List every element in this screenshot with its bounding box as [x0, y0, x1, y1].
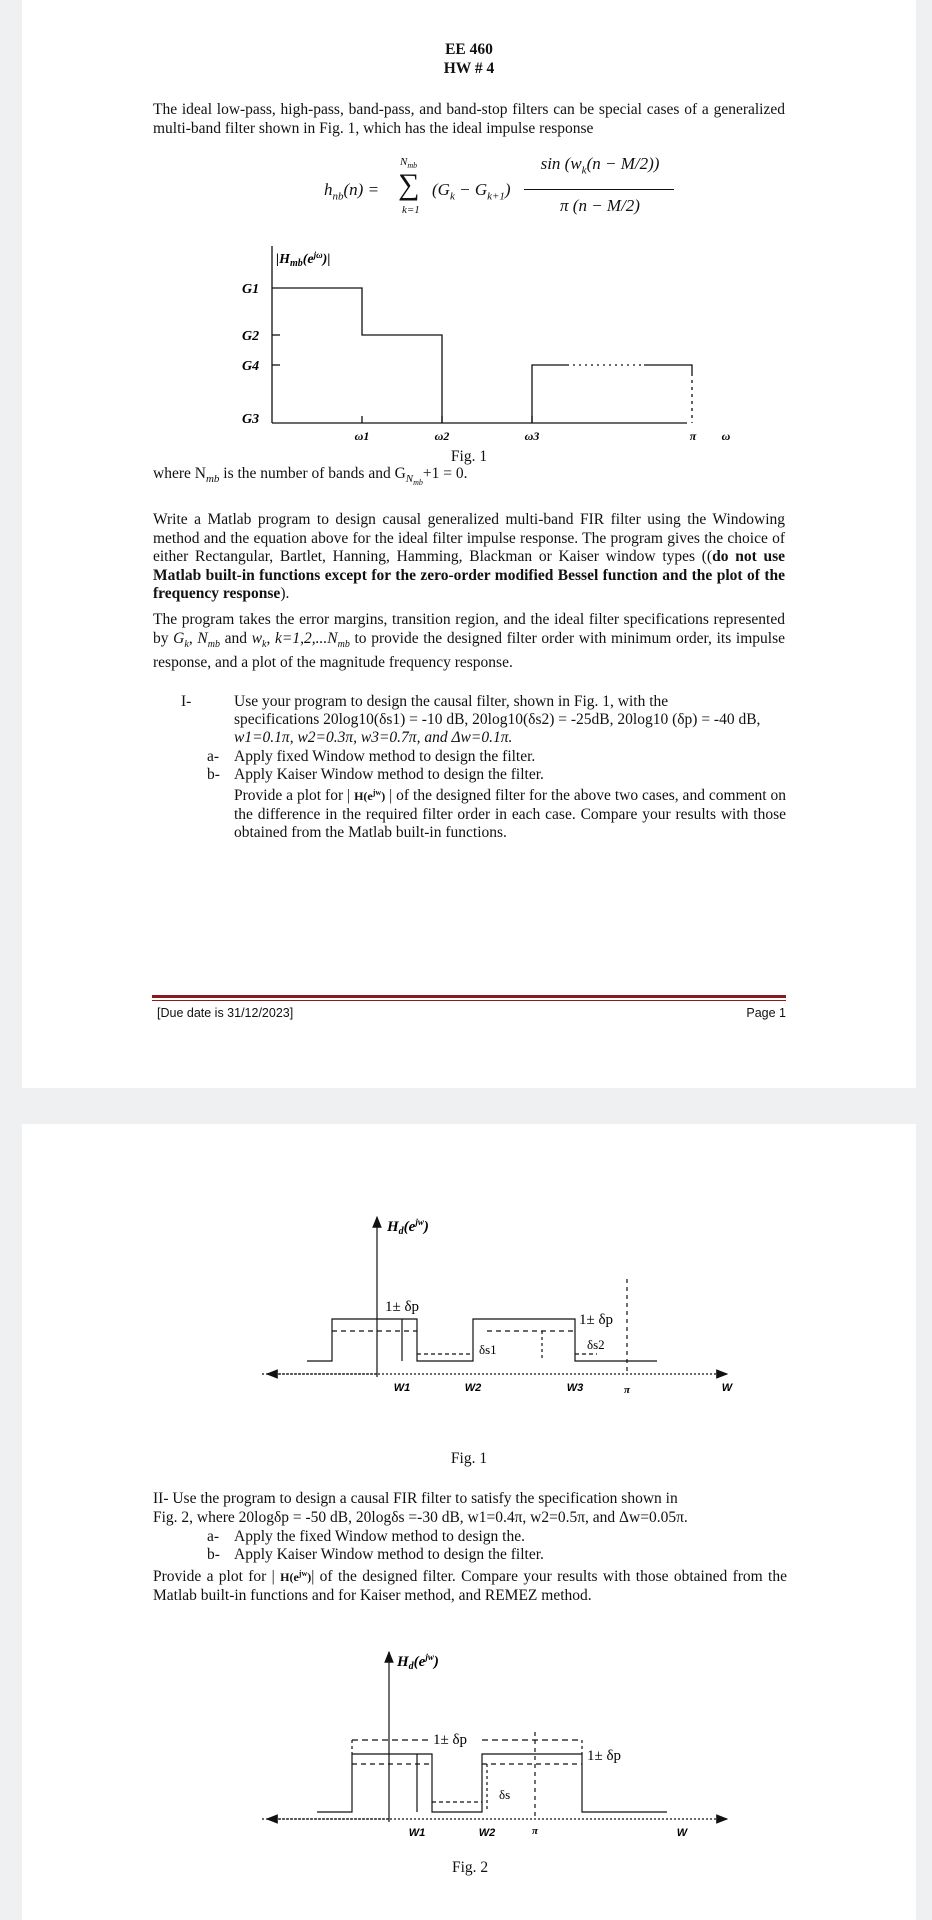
footer-rule-thin [152, 1000, 786, 1001]
q1-b-label: b- [207, 766, 220, 783]
page-2 [22, 1124, 916, 1920]
figB-w1-label: W1 [408, 1827, 426, 1839]
figB-ds-label: δs [499, 1787, 511, 1802]
g4-label: G4 [242, 359, 260, 374]
figB-tolerance-label-2: 1± δp [587, 1748, 622, 1764]
equation-numerator: $\sin (w_k(n - M/2))$ [540, 154, 660, 177]
q2-a-text: Apply the fixed Window method to design the. [234, 1528, 525, 1545]
impulse-response-equation: $h_{nb}(n)$ = $N_{mb}$ ∑ k=1 $(G_k - G_{k+1})$ $\sin (w_k(n - M/2))$ π (n − M/2) [302, 152, 722, 232]
header [22, 40, 916, 78]
g3-label: G3 [242, 412, 260, 427]
figA-tolerance-label-1: 1± δp [385, 1299, 420, 1315]
fig1-ylabel: $|H_{mb}(e^{j\omega})|$ [276, 250, 331, 269]
figA-ds1-label: δs1 [479, 1342, 497, 1357]
homework-title: HW # 4 [443, 60, 495, 77]
fig1-caption: Fig. 1 [450, 448, 488, 465]
footer-rule-thick [152, 995, 786, 998]
pi-label: π [689, 429, 697, 443]
due-date: [Due date is 31/12/2023] [157, 1006, 294, 1020]
fig1-response-band-1-2 [272, 288, 442, 423]
course-title: EE 460 [445, 41, 493, 58]
figA-w2-label: W2 [464, 1382, 482, 1394]
sigma-symbol: ∑ [398, 168, 420, 201]
sum-lower-limit: k=1 [402, 204, 420, 216]
figA-title: $H_d(e^{jw})$ [387, 1217, 429, 1237]
g2-label: G2 [242, 329, 260, 344]
where-statement: where $N_{mb}$ is the number of bands and $G_{N_{mb}}+1 = 0$. [153, 465, 468, 488]
q2-a-label: a- [207, 1528, 220, 1545]
q2-line-1: II- Use the program to design a causal FIR filter to satisfy the specification shown in [153, 1490, 678, 1507]
page-number: Page 1 [746, 1006, 786, 1020]
figA-pi-label: π [623, 1384, 631, 1396]
figA-bandpass-spec [237, 1209, 757, 1396]
equation-denominator: π (n − M/2) [560, 196, 640, 215]
q2-b-text: Apply Kaiser Window method to design the filter. [234, 1546, 544, 1563]
q2-plot-instruction: Provide a plot for | $H(e^{jw})|$ of the designed filter. Compare your results with those obtained from the Matlab built-in functions and for Kaiser method, and REMEZ method. [153, 1568, 787, 1604]
gain-difference: $(G_k - G_{k+1})$ [432, 180, 511, 203]
w1-label: ω1 [354, 429, 370, 443]
figB-tolerance-label-1: 1± δp [433, 1732, 468, 1748]
q1-b-text: Apply Kaiser Window method to design the filter. [234, 766, 544, 783]
figA-tolerance-label-2: 1± δp [579, 1312, 614, 1328]
fig1-response-band-4-start [532, 365, 567, 423]
fraction-bar [524, 189, 674, 190]
omega-label: ω [721, 429, 731, 443]
figB-title: $H_d(e^{jw})$ [397, 1652, 439, 1672]
figA-w3-label: W3 [566, 1382, 584, 1394]
g1-label: G1 [242, 282, 260, 297]
q1-line-1: Use your program to design the causal filter, shown in Fig. 1, with the [234, 693, 669, 710]
q1-a-label: a- [207, 748, 220, 765]
figB-pi-label: π [531, 1825, 539, 1837]
fig1-response-band-4-end [644, 365, 692, 373]
intro-paragraph: The ideal low-pass, high-pass, band-pass, and band-stop filters can be special cases of a generalized multi-band filter shown in Fig. 1, which has the ideal impulse response [153, 101, 785, 137]
w2-label: ω2 [434, 429, 450, 443]
figB-w2-label: W2 [478, 1827, 496, 1839]
program-inputs-paragraph: The program takes the error margins, transition region, and the ideal filter specifications represented by $G_k$, $N_{mb}$ and $w_k$, $k=1,2,...N_{mb}$ to provide the designed filter order with minimum order, its impulse response, and a plot of the magnitude frequency response. [153, 611, 785, 672]
w3-label: ω3 [524, 429, 540, 443]
program-requirements-paragraph: Write a Matlab program to design causal generalized multi-band FIR filter using the Windowing method and the equation above for the ideal filter impulse response. The program gives the choice of either Rectangular, Bartlet, Hanning, Hamming, Blackman or Kaiser window types ((do not use Matlab built-in functions except for the zero-order modified Bessel function and the plot of the frequency response). [153, 511, 785, 602]
q1-line-2: specifications 20log10(δs1) = -10 dB, 20log10(δs2) = -25dB, 20log10 (δp) = -40 dB, [234, 711, 761, 728]
sum-upper-limit: $N_{mb}$ [400, 156, 418, 171]
q2-b-label: b- [207, 1546, 220, 1563]
q1-line-3: w1=0.1π, w2=0.3π, w3=0.7π, and Δw=0.1π. [234, 729, 513, 746]
figA-ds2-label: δs2 [587, 1337, 605, 1352]
figB-caption: Fig. 2 [452, 1859, 489, 1876]
page-1 [22, 0, 916, 1088]
q1-number: I- [181, 693, 192, 710]
figA-caption: Fig. 1 [450, 1450, 488, 1467]
q2-line-2: Fig. 2, where 20logδp = -50 dB, 20logδs =-30 dB, w1=0.4π, w2=0.5π, and Δw=0.05π. [153, 1509, 688, 1526]
figA-w1-label: W1 [393, 1382, 411, 1394]
figB-bandstop-spec [237, 1644, 757, 1839]
q1-a-text: Apply fixed Window method to design the filter. [234, 748, 536, 765]
q1-plot-instruction: Provide a plot for | $H(e^{jw})$ | of the designed filter for the above two cases, and comment on the difference in the required filter order in each case. Compare your results with those obtained from the Matlab built-in functions. [234, 787, 786, 841]
figA-w-label: W [721, 1382, 733, 1394]
fig1-multiband-plot [212, 238, 732, 448]
figB-w-label: W [676, 1827, 688, 1839]
